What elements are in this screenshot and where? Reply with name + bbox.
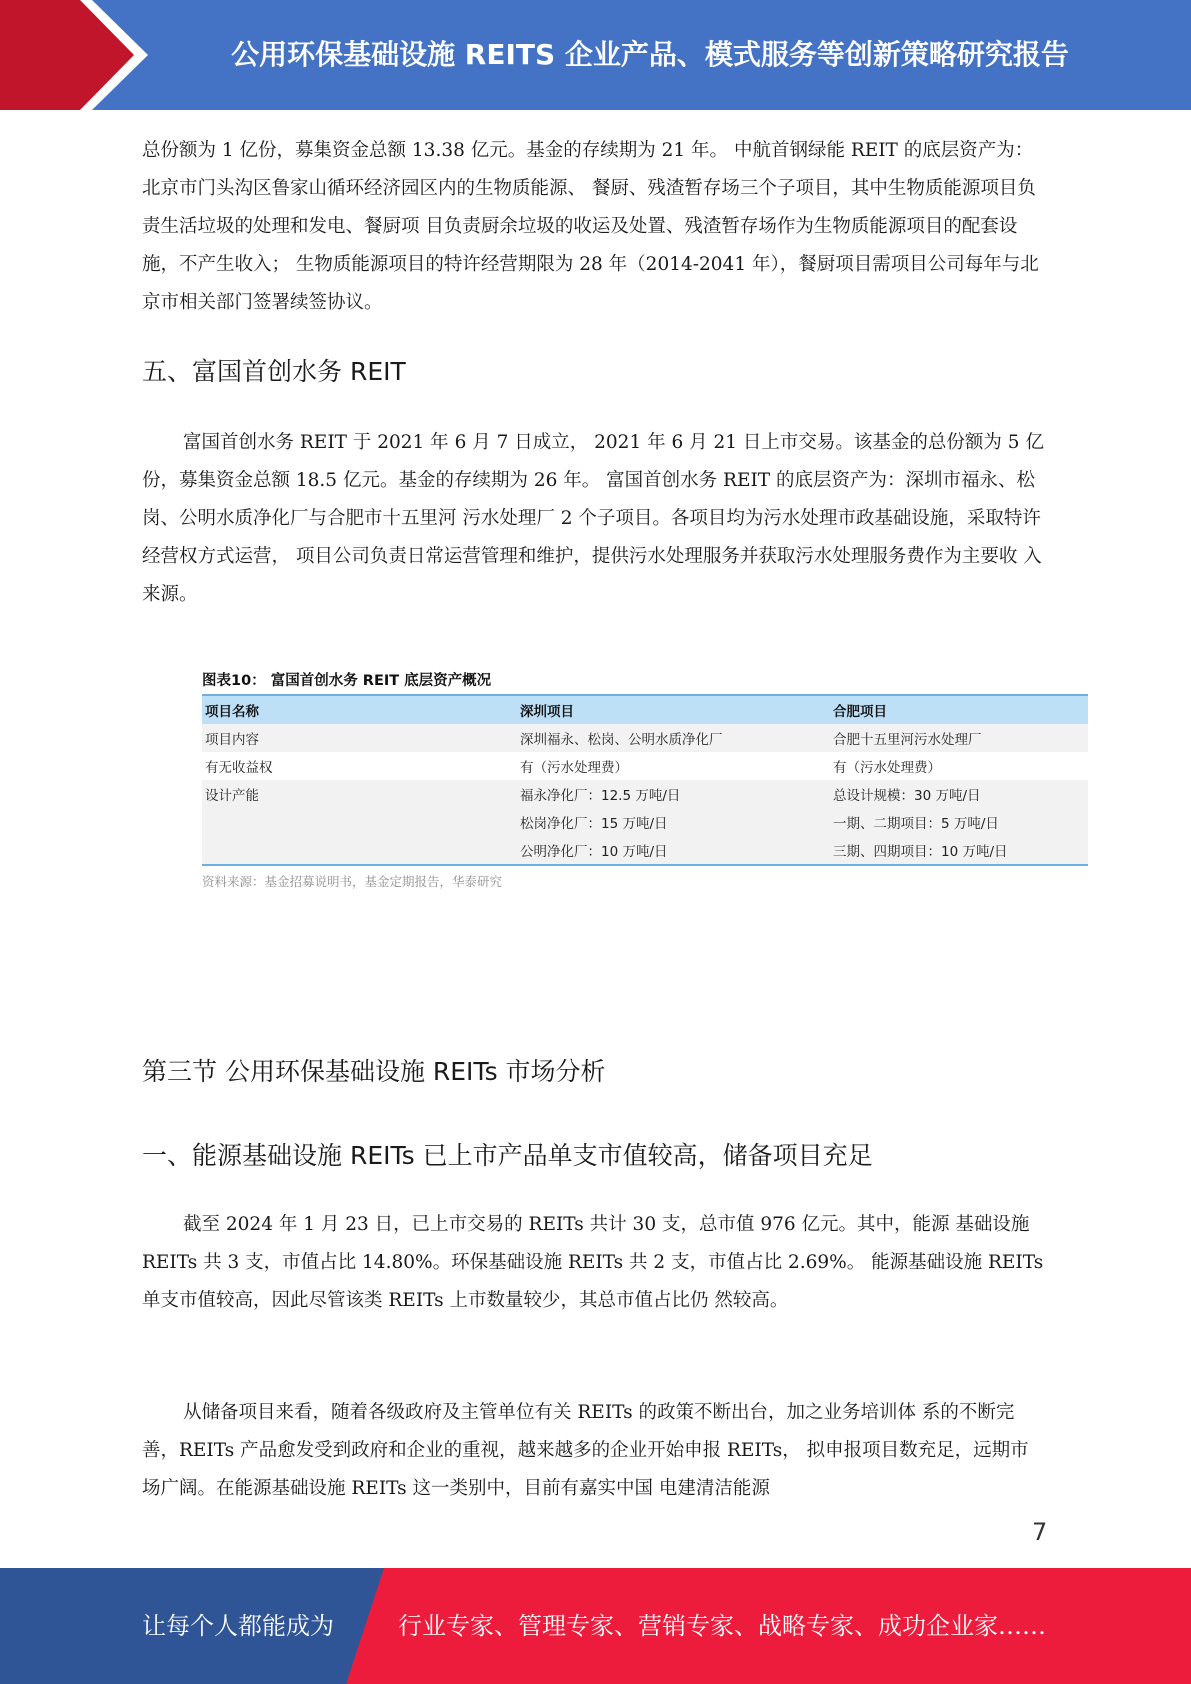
- footer-slogan-left: 让每个人都能成为: [142, 1612, 334, 1640]
- table-caption: 图表10： 富国首创水务 REIT 底层资产概况: [202, 668, 1088, 696]
- table-row: [202, 836, 1088, 865]
- paragraph-market-overview: 截至 2024 年 1 月 23 日，已上市交易的 REITs 共计 30 支，总市值 976 亿元。其中，能源 基础设施 REITs 共 3 支，市值占比 14.80%。环保基础设施 REITs 共 2 支，市值占比 2.69%。 能源基础设施 REITs 单支市值较高，因此尽管该类 REITs 上市数量较少，其总市值占比仍 然较高。: [142, 1214, 1044, 1311]
- table-cell: 福永净化厂：12.5 万吨/日: [517, 780, 830, 808]
- footer-slogan-right: 行业专家、管理专家、营销专家、战略专家、成功企业家……: [398, 1612, 1046, 1640]
- table-row: [202, 752, 1088, 780]
- table-row: [202, 780, 1088, 808]
- table-header-row: [202, 696, 1088, 724]
- body-content-3: [142, 1206, 1047, 1320]
- paragraph-shougang-reit: 总份额为 1 亿份，募集资金总额 13.38 亿元。基金的存续期为 21 年。 中航首钢绿能 REIT 的底层资产为：北京市门头沟区鲁家山循环经济园区内的生物质能源、 餐厨、残渣暂存场三个子项目，其中生物质能源项目负责生活垃圾的处理和发电、餐厨项 目负责厨余垃圾的收运及处置、残渣暂存场作为生物质能源项目的配套设施，不产生收入； 生物质能源项目的特许经营期限为 28 年（2014-2041 年），餐厨项目需项目公司每年与北 京市相关部门签署续签协议。: [142, 140, 1039, 313]
- document-title: 公用环保基础设施 REITS 企业产品、模式服务等创新策略研究报告: [231, 38, 1069, 71]
- table-header-cell: 项目名称: [202, 696, 517, 724]
- table-source: 资料来源：基金招募说明书，基金定期报告，华泰研究: [202, 874, 503, 889]
- page-number: 7: [1032, 1518, 1048, 1546]
- table-cell: 一期、二期项目：5 万吨/日: [830, 808, 1088, 836]
- table-cell: [202, 808, 517, 836]
- table-cell: 项目内容: [202, 724, 517, 752]
- header-red-chevron-decoration: [0, 0, 148, 110]
- table-cell: 松岗净化厂：15 万吨/日: [517, 808, 830, 836]
- table-cell: 设计产能: [202, 780, 517, 808]
- body-content-4: [142, 1394, 1047, 1508]
- table-cell: 总设计规模：30 万吨/日: [830, 780, 1088, 808]
- body-content: [142, 132, 1047, 322]
- table-cell: 有（污水处理费）: [833, 760, 941, 776]
- table-cell: 深圳福永、松岗、公明水质净化厂: [517, 724, 830, 752]
- table-cell: 合肥十五里河污水处理厂: [830, 724, 1088, 752]
- table-cell: 公明净化厂：10 万吨/日: [517, 836, 830, 865]
- table-header-cell: 深圳项目: [517, 696, 830, 724]
- table-header-cell: 合肥项目: [830, 696, 1088, 724]
- page-header: [0, 0, 1191, 110]
- page-footer: [0, 1568, 1191, 1684]
- heading-energy-reits: 一、能源基础设施 REITs 已上市产品单支市值较高，储备项目充足: [142, 1141, 873, 1170]
- table-row: [202, 808, 1088, 836]
- table-figure: [202, 668, 1088, 890]
- table-cell: 三期、四期项目：10 万吨/日: [830, 836, 1088, 865]
- table-cell: [202, 836, 517, 865]
- asset-overview-table: [202, 696, 1088, 866]
- paragraph-fuguo-reit: 富国首创水务 REIT 于 2021 年 6 月 7 日成立， 2021 年 6 月 21 日上市交易。该基金的总份额为 5 亿份，募集资金总额 18.5 亿元。基金的存续期为 26 年。 富国首创水务 REIT 的底层资产为：深圳市福永、松岗、公明水质净化厂与合肥市十五里河 污水处理厂 2 个子项目。各项目均为污水处理市政基础设施，采取特许经营权方式运营， 项目公司负责日常运营管理和维护，提供污水处理服务并获取污水处理服务费作为主要收 入来源。: [142, 432, 1044, 605]
- table-row: [202, 724, 1088, 752]
- paragraph-reserve-projects: 从储备项目来看，随着各级政府及主管单位有关 REITs 的政策不断出台，加之业务培训体 系的不断完善，REITs 产品愈发受到政府和企业的重视，越来越多的企业开始申报 REITs， 拟申报项目数充足，远期市场广阔。在能源基础设施 REITs 这一类别中，目前有嘉实中国 电建清洁能源: [142, 1402, 1029, 1499]
- heading-fuguo-reit: 五、富国首创水务 REIT: [142, 357, 406, 386]
- table-cell: 有（污水处理费）: [520, 760, 628, 776]
- heading-section-three: 第三节 公用环保基础设施 REITs 市场分析: [142, 1057, 606, 1086]
- table-cell: 有无收益权: [205, 760, 273, 776]
- body-content-2: [142, 424, 1047, 614]
